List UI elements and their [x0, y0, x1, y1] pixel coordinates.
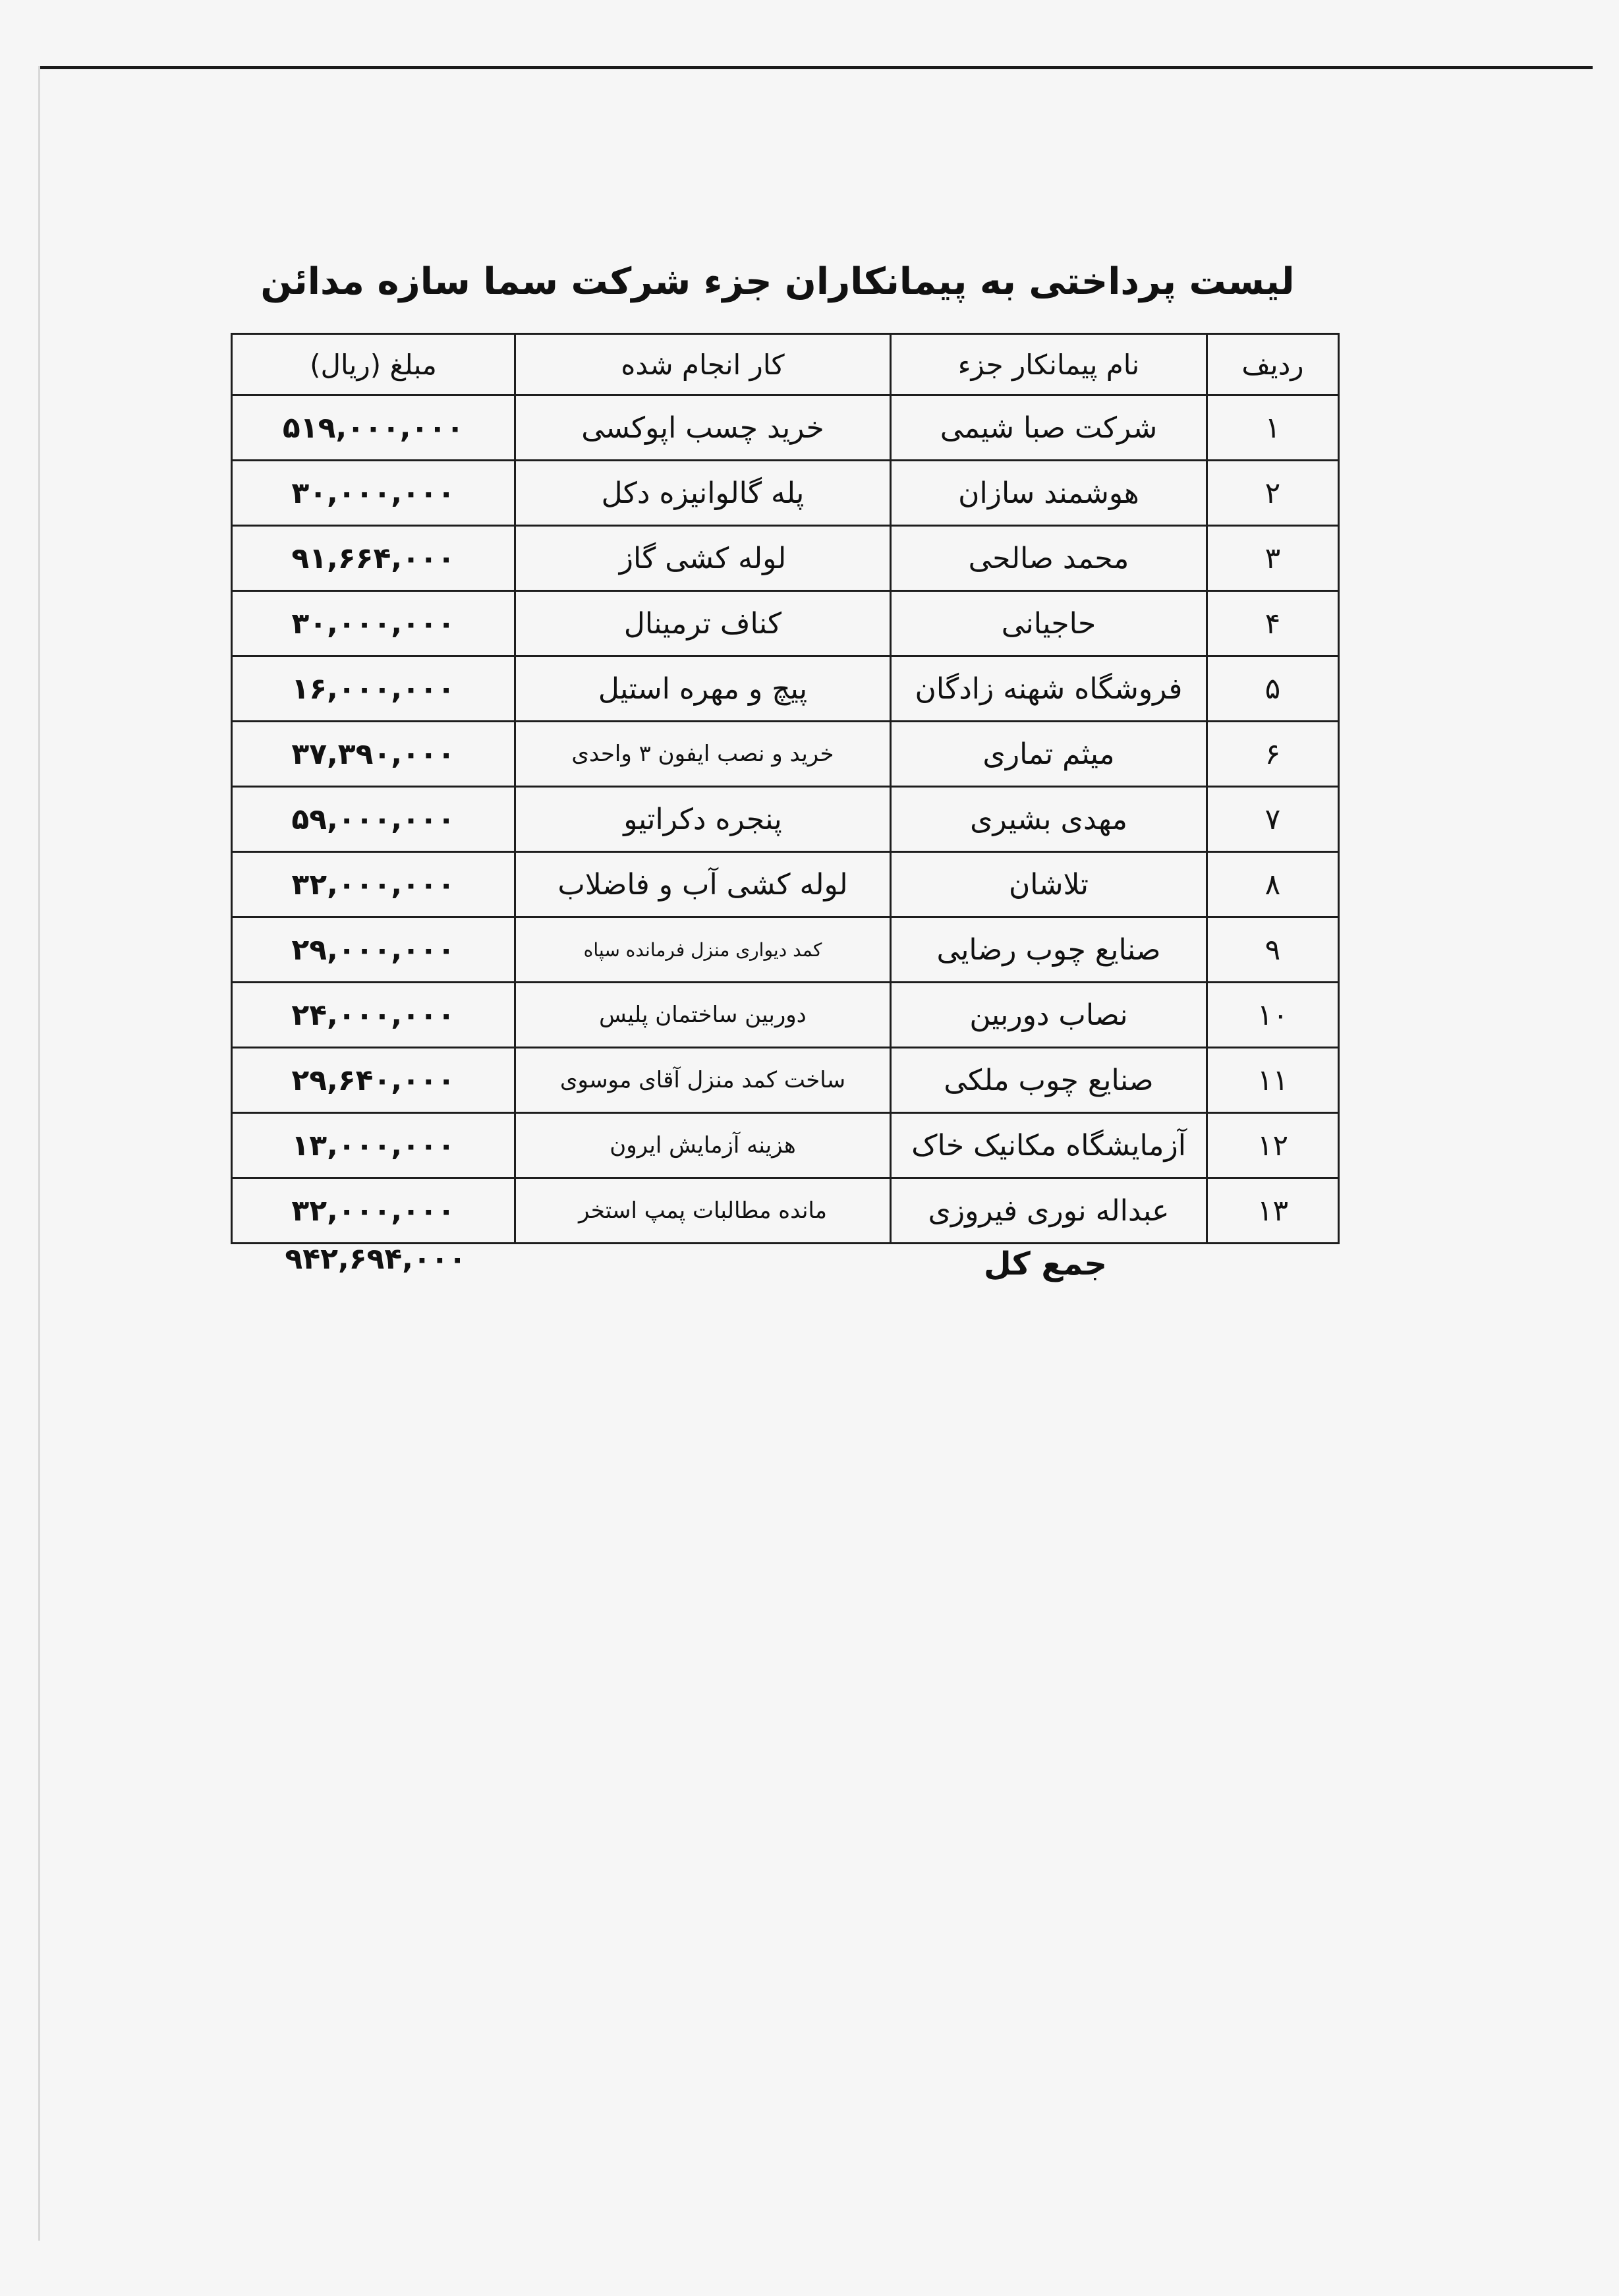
contractor-name: محمد صالحی — [891, 526, 1207, 591]
table-row — [232, 722, 1339, 787]
table-row — [232, 852, 1339, 917]
row-number: ۱۱ — [1207, 1048, 1339, 1113]
table-header-row — [232, 334, 1339, 395]
contractor-name: شرکت صبا شیمی — [891, 395, 1207, 461]
row-number: ۷ — [1207, 787, 1339, 852]
total-label: جمع کل — [983, 1246, 1107, 1282]
contractor-name: صنایع چوب رضایی — [891, 917, 1207, 983]
work-description: خرید و نصب ایفون ۳ واحدی — [515, 722, 891, 787]
contractor-name: نصاب دوربین — [891, 983, 1207, 1048]
amount: ۹۱,۶۶۴,۰۰۰ — [232, 526, 515, 591]
table-row — [232, 1178, 1339, 1244]
row-number: ۱۳ — [1207, 1178, 1339, 1244]
amount: ۵۹,۰۰۰,۰۰۰ — [232, 787, 515, 852]
contractor-name: آزمایشگاه مکانیک خاک — [891, 1113, 1207, 1178]
table-row — [232, 656, 1339, 722]
table-row — [232, 591, 1339, 656]
header-work: کار انجام شده — [515, 334, 891, 395]
table-row — [232, 1048, 1339, 1113]
row-number: ۴ — [1207, 591, 1339, 656]
scan-edge-line — [40, 66, 1593, 69]
work-description: مانده مطالبات پمپ استخر — [515, 1178, 891, 1244]
row-number: ۲ — [1207, 461, 1339, 526]
table-row — [232, 395, 1339, 461]
work-description: لوله کشی گاز — [515, 526, 891, 591]
work-description: کمد دیواری منزل فرمانده سپاه — [515, 917, 891, 983]
table-row — [232, 917, 1339, 983]
table-row — [232, 461, 1339, 526]
row-number: ۱۰ — [1207, 983, 1339, 1048]
amount: ۲۹,۰۰۰,۰۰۰ — [232, 917, 515, 983]
work-description: کناف ترمینال — [515, 591, 891, 656]
scan-left-edge — [38, 66, 40, 2241]
contractor-name: میثم تماری — [891, 722, 1207, 787]
contractor-name: صنایع چوب ملکی — [891, 1048, 1207, 1113]
work-description: دوربین ساختمان پلیس — [515, 983, 891, 1048]
amount: ۳۰,۰۰۰,۰۰۰ — [232, 461, 515, 526]
work-description: ساخت کمد منزل آقای موسوی — [515, 1048, 891, 1113]
work-description: پله گالوانیزه دکل — [515, 461, 891, 526]
row-number: ۸ — [1207, 852, 1339, 917]
header-row-number: ردیف — [1207, 334, 1339, 395]
contractor-name: هوشمند سازان — [891, 461, 1207, 526]
amount: ۳۲,۰۰۰,۰۰۰ — [232, 1178, 515, 1244]
work-description: هزینه آزمایش ایرون — [515, 1113, 891, 1178]
work-description: پنجره دکراتیو — [515, 787, 891, 852]
amount: ۳۲,۰۰۰,۰۰۰ — [232, 852, 515, 917]
row-number: ۵ — [1207, 656, 1339, 722]
row-number: ۶ — [1207, 722, 1339, 787]
amount: ۲۴,۰۰۰,۰۰۰ — [232, 983, 515, 1048]
amount: ۵۱۹,۰۰۰,۰۰۰ — [232, 395, 515, 461]
amount: ۳۰,۰۰۰,۰۰۰ — [232, 591, 515, 656]
header-amount: مبلغ (ریال) — [232, 334, 515, 395]
total-value: ۹۴۲,۶۹۴,۰۰۰ — [285, 1242, 467, 1276]
row-number: ۳ — [1207, 526, 1339, 591]
work-description: لوله کشی آب و فاضلاب — [515, 852, 891, 917]
amount: ۳۷,۳۹۰,۰۰۰ — [232, 722, 515, 787]
contractor-name: مهدی بشیری — [891, 787, 1207, 852]
payments-table — [231, 333, 1340, 1244]
table-row — [232, 983, 1339, 1048]
work-description: خرید چسب اپوکسی — [515, 395, 891, 461]
contractor-name: فروشگاه شهنه زادگان — [891, 656, 1207, 722]
contractor-name: تلاشان — [891, 852, 1207, 917]
work-description: پیچ و مهره استیل — [515, 656, 891, 722]
table-row — [232, 787, 1339, 852]
document-title: لیست پرداختی به پیمانکاران جزء شرکت سما سازه مدائن — [260, 260, 1295, 303]
row-number: ۱ — [1207, 395, 1339, 461]
header-contractor: نام پیمانکار جزء — [891, 334, 1207, 395]
row-number: ۹ — [1207, 917, 1339, 983]
amount: ۱۳,۰۰۰,۰۰۰ — [232, 1113, 515, 1178]
table-row — [232, 1113, 1339, 1178]
table-row — [232, 526, 1339, 591]
contractor-name: حاجیانی — [891, 591, 1207, 656]
contractor-name: عبداله نوری فیروزی — [891, 1178, 1207, 1244]
row-number: ۱۲ — [1207, 1113, 1339, 1178]
amount: ۲۹,۶۴۰,۰۰۰ — [232, 1048, 515, 1113]
amount: ۱۶,۰۰۰,۰۰۰ — [232, 656, 515, 722]
